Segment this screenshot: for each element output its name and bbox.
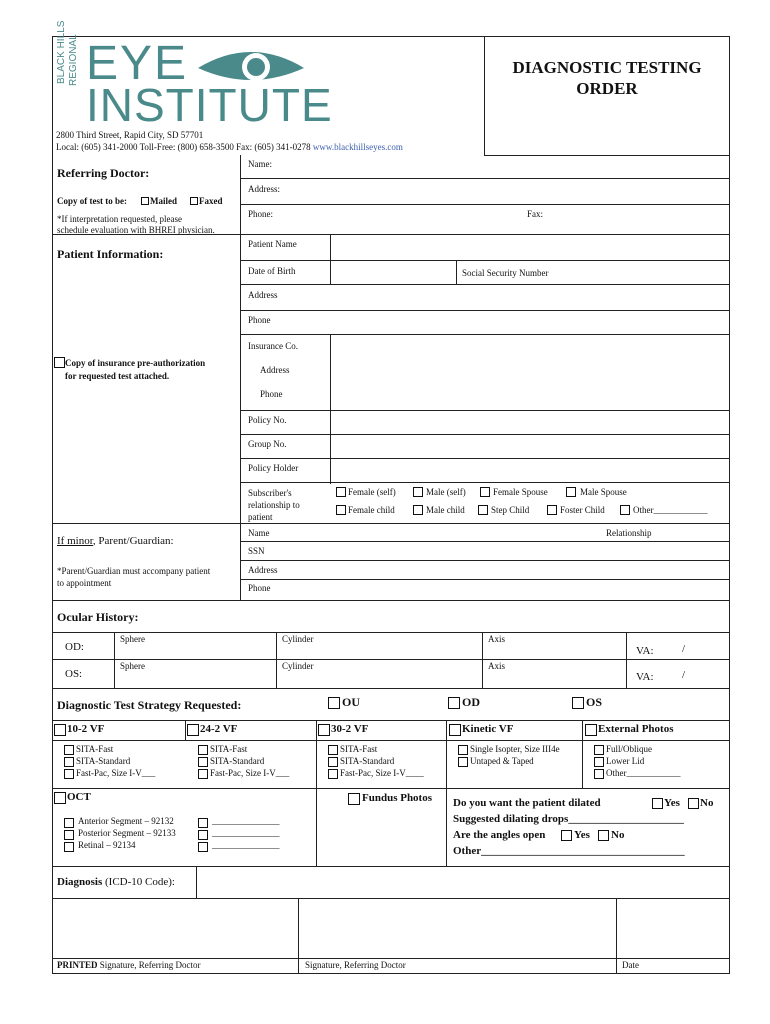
step-child-label: Step Child: [491, 505, 530, 515]
group-no-label: Group No.: [248, 439, 287, 449]
vf10-label: 10-2 VF: [67, 723, 105, 735]
logo-word-institute: INSTITUTE: [86, 79, 333, 131]
external-photos-label: External Photos: [598, 723, 674, 735]
printed-signature-bold: PRINTED: [57, 960, 98, 970]
single-isopter-label: Single Isopter, Size III4e: [470, 744, 560, 754]
preauth-label-1: Copy of insurance pre-authorization: [65, 358, 206, 368]
interpretation-note-2: schedule evaluation with BHREI physician.: [57, 225, 215, 235]
dilate-no-checkbox[interactable]: [688, 798, 699, 809]
patient-name-label: Patient Name: [248, 239, 297, 249]
strategy-heading: Diagnostic Test Strategy Requested:: [57, 698, 242, 712]
insurance-co-label: Insurance Co.: [248, 341, 298, 351]
vf24-fastpac-checkbox[interactable]: [198, 769, 208, 779]
logo: [56, 20, 356, 131]
vf24-sita-fast-label: SITA-Fast: [210, 744, 248, 754]
referring-doctor-heading: Referring Doctor:: [57, 166, 150, 180]
os-checkbox[interactable]: [572, 697, 584, 709]
male-self-checkbox[interactable]: [413, 487, 423, 497]
dilate-no-label: No: [700, 797, 714, 809]
printed-signature-rest: Signature, Referring Doctor: [97, 960, 201, 970]
retinal-label: Retinal – 92134: [78, 840, 136, 850]
angles-no-label: No: [611, 829, 625, 841]
vf10-sita-standard-checkbox[interactable]: [64, 757, 74, 767]
date-label: Date: [622, 960, 639, 970]
untaped-taped-checkbox[interactable]: [458, 757, 468, 767]
dilate-yes-checkbox[interactable]: [652, 798, 663, 809]
subscriber-label-3: patient: [248, 512, 273, 522]
faxed-checkbox[interactable]: [190, 197, 198, 205]
od-va-label: VA:: [636, 645, 654, 657]
posterior-segment-checkbox[interactable]: [64, 830, 74, 840]
dilating-drops-line: Suggested dilating drops_____________________: [453, 813, 684, 825]
vf24-sita-standard-checkbox[interactable]: [198, 757, 208, 767]
oct-custom-3-line: _______________: [212, 840, 280, 850]
phone-text: Local: (605) 341-2000 Toll-Free: (800) 658-3500 Fax: (605) 341-0278: [56, 142, 311, 152]
diagnosis-label-rest: (ICD-10 Code):: [102, 876, 175, 888]
anterior-segment-checkbox[interactable]: [64, 818, 74, 828]
dilate-question: Do you want the patient dilated: [453, 797, 601, 809]
copy-of-test-label: Copy of test to be:: [57, 196, 127, 206]
female-self-label: Female (self): [348, 487, 396, 497]
other-line: Other_____________________________________: [453, 845, 685, 857]
patient-address-label: Address: [248, 290, 278, 300]
vf30-sita-fast-checkbox[interactable]: [328, 745, 338, 755]
guardian-name-label: Name: [248, 528, 270, 538]
oct-custom-3-checkbox[interactable]: [198, 842, 208, 852]
policy-no-label: Policy No.: [248, 415, 287, 425]
other-relationship-checkbox[interactable]: [620, 505, 630, 515]
os-label: OS:: [65, 668, 83, 680]
vf30-fastpac-label: Fast-Pac, Size I-V____: [340, 768, 424, 778]
phone-line: [56, 142, 403, 152]
male-child-label: Male child: [426, 505, 465, 515]
vf24-sita-fast-checkbox[interactable]: [198, 745, 208, 755]
os-cylinder-label: Cylinder: [282, 661, 314, 671]
full-oblique-checkbox[interactable]: [594, 745, 604, 755]
ou-label: OU: [342, 695, 360, 709]
external-photos-checkbox[interactable]: [585, 724, 597, 736]
female-child-label: Female child: [348, 505, 395, 515]
insurance-phone-label: Phone: [260, 389, 283, 399]
kinetic-vf-label: Kinetic VF: [462, 723, 514, 735]
interpretation-note-1: *If interpretation requested, please: [57, 214, 182, 224]
ocular-history-heading: Ocular History:: [57, 610, 139, 624]
full-oblique-label: Full/Oblique: [606, 744, 653, 754]
oct-custom-1-checkbox[interactable]: [198, 818, 208, 828]
foster-child-checkbox[interactable]: [547, 505, 557, 515]
posterior-segment-label: Posterior Segment – 92133: [78, 828, 176, 838]
kinetic-vf-checkbox[interactable]: [449, 724, 461, 736]
fundus-photos-checkbox[interactable]: [348, 793, 360, 805]
angles-open-question: Are the angles open: [453, 829, 546, 841]
os-va-label: VA:: [636, 671, 654, 683]
retinal-checkbox[interactable]: [64, 842, 74, 852]
male-spouse-checkbox[interactable]: [566, 487, 576, 497]
logo-word-eye: EYE: [86, 37, 189, 90]
lower-lid-checkbox[interactable]: [594, 757, 604, 767]
insurance-address-label: Address: [260, 365, 290, 375]
vf10-sita-fast-checkbox[interactable]: [64, 745, 74, 755]
ssn-label: Social Security Number: [462, 268, 549, 278]
preauth-checkbox[interactable]: [54, 357, 65, 368]
vf30-fastpac-checkbox[interactable]: [328, 769, 338, 779]
os-strategy-label: OS: [586, 695, 603, 709]
od-sphere-label: Sphere: [120, 634, 145, 644]
od-axis-label: Axis: [488, 634, 506, 644]
od-va-slash: /: [682, 643, 686, 655]
vf10-sita-standard-label: SITA-Standard: [76, 756, 131, 766]
oct-custom-2-line: _______________: [212, 828, 280, 838]
foster-child-label: Foster Child: [560, 505, 605, 515]
vf30-label: 30-2 VF: [331, 723, 369, 735]
untaped-taped-label: Untaped & Taped: [470, 756, 534, 766]
male-spouse-label: Male Spouse: [580, 487, 627, 497]
od-cylinder-label: Cylinder: [282, 634, 314, 644]
od-checkbox[interactable]: [448, 697, 460, 709]
subscriber-label-1: Subscriber's: [248, 488, 292, 498]
vf30-checkbox[interactable]: [318, 724, 330, 736]
logo-side-bottom: REGIONAL: [68, 34, 79, 86]
website-link[interactable]: www.blackhillseyes.com: [312, 142, 403, 152]
mailed-label: Mailed: [150, 196, 177, 206]
doctor-address-label: Address:: [248, 184, 280, 194]
guardian-relationship-label: Relationship: [606, 528, 652, 538]
step-child-checkbox[interactable]: [478, 505, 488, 515]
preauth-label-2: for requested test attached.: [65, 371, 170, 381]
mailed-checkbox[interactable]: [141, 197, 149, 205]
os-sphere-label: Sphere: [120, 661, 145, 671]
vf10-sita-fast-label: SITA-Fast: [76, 744, 114, 754]
guardian-note-1: *Parent/Guardian must accompany patient: [57, 566, 211, 576]
patient-info-heading: Patient Information:: [57, 247, 164, 261]
vf24-fastpac-label: Fast-Pac, Size I-V___: [210, 768, 290, 778]
lower-lid-label: Lower Lid: [606, 756, 645, 766]
os-va-slash: /: [682, 669, 686, 681]
od-strategy-label: OD: [462, 695, 480, 709]
diagnosis-label-bold: Diagnosis: [57, 876, 103, 888]
od-label: OD:: [65, 641, 84, 653]
guardian-note-2: to appointment: [57, 578, 112, 588]
logo-side-top: BLACK HILLS: [56, 20, 67, 84]
form-title-line1: DIAGNOSTIC TESTING: [512, 58, 702, 77]
vf10-fastpac-label: Fast-Pac, Size I-V___: [76, 768, 156, 778]
female-self-checkbox[interactable]: [336, 487, 346, 497]
angles-no-checkbox[interactable]: [598, 830, 609, 841]
angles-yes-checkbox[interactable]: [561, 830, 572, 841]
vf24-checkbox[interactable]: [187, 724, 199, 736]
male-self-label: Male (self): [426, 487, 466, 497]
diagnosis-label: [57, 876, 175, 888]
female-child-checkbox[interactable]: [336, 505, 346, 515]
printed-signature-label: [57, 960, 200, 970]
other-relationship-label: Other____________: [633, 505, 708, 515]
os-axis-label: Axis: [488, 661, 506, 671]
single-isopter-checkbox[interactable]: [458, 745, 468, 755]
female-spouse-label: Female Spouse: [493, 487, 548, 497]
vf30-sita-standard-checkbox[interactable]: [328, 757, 338, 767]
faxed-label: Faxed: [199, 196, 223, 206]
doctor-phone-label: Phone:: [248, 209, 274, 219]
vf10-fastpac-checkbox[interactable]: [64, 769, 74, 779]
angles-yes-label: Yes: [574, 829, 590, 841]
doctor-name-label: Name:: [248, 159, 272, 169]
vf24-sita-standard-label: SITA-Standard: [210, 756, 265, 766]
doctor-fax-label: Fax:: [527, 209, 544, 219]
guardian-address-label: Address: [248, 565, 278, 575]
anterior-segment-label: Anterior Segment – 92132: [78, 816, 174, 826]
signature-label: Signature, Referring Doctor: [305, 960, 406, 970]
male-child-checkbox[interactable]: [413, 505, 423, 515]
dilate-yes-label: Yes: [664, 797, 680, 809]
ou-checkbox[interactable]: [328, 697, 340, 709]
guardian-heading-minor: If minor: [57, 535, 93, 547]
vf30-sita-fast-label: SITA-Fast: [340, 744, 378, 754]
external-other-checkbox[interactable]: [594, 769, 604, 779]
oct-custom-2-checkbox[interactable]: [198, 830, 208, 840]
guardian-ssn-label: SSN: [248, 546, 265, 556]
vf10-checkbox[interactable]: [54, 724, 66, 736]
external-other-label: Other____________: [606, 768, 681, 778]
oct-custom-1-line: _______________: [212, 816, 280, 826]
vf24-label: 24-2 VF: [200, 723, 238, 735]
oct-label: OCT: [67, 791, 91, 803]
guardian-heading-rest: , Parent/Guardian:: [92, 535, 174, 547]
female-spouse-checkbox[interactable]: [480, 487, 490, 497]
dob-label: Date of Birth: [248, 266, 296, 276]
fundus-photos-label: Fundus Photos: [362, 792, 433, 804]
policy-holder-label: Policy Holder: [248, 463, 299, 473]
patient-phone-label: Phone: [248, 315, 271, 325]
guardian-heading: [57, 535, 174, 547]
oct-checkbox[interactable]: [54, 792, 66, 804]
subscriber-label-2: relationship to: [248, 500, 300, 510]
vf30-sita-standard-label: SITA-Standard: [340, 756, 395, 766]
form-title-line2: ORDER: [576, 79, 638, 98]
guardian-phone-label: Phone: [248, 583, 271, 593]
address-line: 2800 Third Street, Rapid City, SD 57701: [56, 130, 204, 140]
